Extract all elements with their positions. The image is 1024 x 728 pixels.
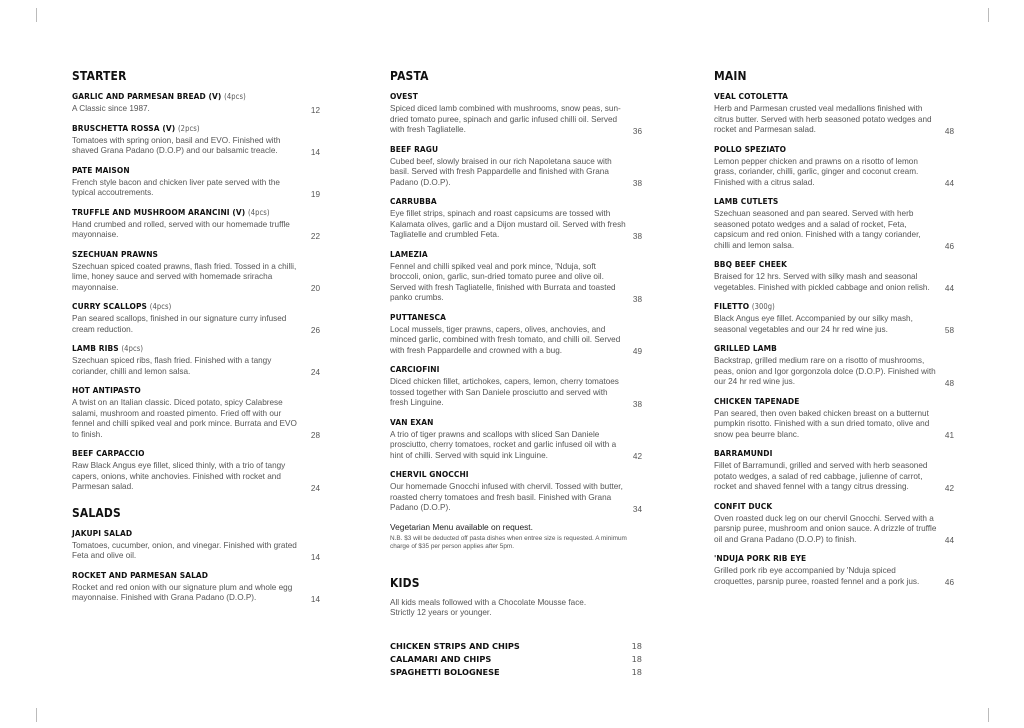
dish-price: 34	[632, 504, 642, 514]
dish-title: BEEF CARPACCIO	[72, 448, 145, 458]
dish-body	[72, 398, 320, 440]
dish-name	[390, 144, 642, 154]
dish-body	[714, 314, 954, 335]
dish-description: Our homemade Gnocchi infused with chervil. Tossed with butter, roasted cherry tomatoes and fresh basil. Finished with Grana Padano (D.O.P).	[390, 482, 623, 512]
dish-price: 28	[310, 431, 320, 440]
menu-item	[72, 301, 320, 335]
dish-title: POLLO SPEZIATO	[714, 143, 787, 154]
dish-description: Local mussels, tiger prawns, capers, olives, anchovies, and minced garlic, combined with fresh tomato, and chilli oil. Served with fresh Pappardelle and crowned with a bug.	[390, 324, 621, 355]
dish-body	[714, 409, 954, 441]
kids-heading: KIDS	[390, 574, 420, 590]
dish-title: GRILLED LAMB	[714, 343, 777, 353]
dish-price: 38	[632, 399, 642, 409]
dish-price: 22	[310, 231, 320, 241]
dish-title: LAMB RIBS	[72, 343, 119, 353]
menu-item	[714, 301, 954, 335]
dish-title: CARRUBBA	[390, 196, 437, 206]
menu-item	[714, 396, 954, 441]
dish-price: 49	[632, 347, 642, 356]
dish-price: 48	[944, 378, 954, 388]
dish-description: French style bacon and chicken liver pate served with the typical accoutrements.	[72, 177, 280, 197]
menu-item	[72, 207, 320, 241]
kids-dish-name: CALAMARI AND CHIPS	[390, 653, 492, 664]
dish-title: CHICKEN TAPENADE	[714, 395, 800, 406]
menu-item	[72, 385, 320, 440]
menu-item	[72, 123, 320, 157]
dish-price: 46	[944, 242, 954, 251]
dish-body	[72, 262, 320, 294]
dish-body	[714, 272, 954, 293]
dish-price: 26	[310, 326, 320, 335]
dish-title: VEAL COTOLETTA	[714, 91, 789, 101]
dish-description: Backstrap, grilled medium rare on a risotto of mushrooms, peas, onion and Igor gorgonzola dolce (D.O.P). Finished with our 24 hr red wine jus.	[714, 356, 936, 386]
dish-description: Oven roasted duck leg on our chervil Gnocchi. Served with a parsnip puree, mushroom and onion sauce. A drizzle of truffle oil and Grana Padano (D.O.P) to finish.	[714, 513, 937, 544]
dish-body	[714, 356, 954, 388]
dish-title: SZECHUAN PRAWNS	[72, 248, 159, 259]
dish-body	[72, 583, 320, 604]
dish-title: 'NDUJA PORK RIB EYE	[714, 553, 807, 563]
dish-title: FILETTO	[714, 301, 750, 311]
dish-description: Braised for 12 hrs. Served with silky mash and seasonal vegetables. Finished with pickled cabbage and onion relish.	[714, 272, 930, 292]
menu-item	[72, 570, 320, 604]
dish-portion: (4pcs)	[149, 302, 172, 311]
dish-name	[72, 165, 320, 175]
dish-body	[72, 220, 320, 241]
dish-title: JAKUPI SALAD	[72, 527, 133, 538]
dish-description: Pan seared scallops, finished in our signature curry infused cream reduction.	[72, 314, 287, 334]
dish-body	[390, 262, 642, 304]
dish-name	[390, 196, 642, 206]
dish-description: Herb and Parmesan crusted veal medallions finished with citrus butter. Served with herb seasoned potato wedges and rocket and Parmesan salad.	[714, 104, 932, 134]
menu-item	[714, 553, 954, 587]
dish-name	[714, 501, 954, 511]
dish-body	[390, 157, 642, 189]
dish-price: 36	[632, 126, 642, 136]
dish-description: Cubed beef, slowly braised in our rich Napoletana sauce with basil. Served with fresh Pappardelle and finished with Grana Padano (D.O.P).	[390, 156, 612, 187]
dish-body	[390, 325, 642, 357]
salads-heading: SALADS	[72, 504, 121, 520]
dish-body	[72, 314, 320, 335]
dish-portion: (300g)	[751, 302, 775, 311]
dish-body	[714, 461, 954, 493]
dish-price: 38	[632, 231, 642, 241]
dish-name	[390, 91, 642, 101]
column-middle	[390, 68, 642, 680]
dish-price: 20	[310, 284, 320, 293]
dish-description: Pan seared, then oven baked chicken breast on a butternut pumpkin risotto. Finished with a sun dried tomato, olive and snow pea beurre blanc.	[714, 408, 930, 439]
dish-name	[714, 196, 954, 206]
menu-item	[72, 528, 320, 562]
dish-title: CURRY SCALLOPS	[72, 301, 148, 311]
dish-name	[72, 91, 320, 101]
crop-mark	[36, 8, 37, 22]
dish-title: TRUFFLE AND MUSHROOM ARANCINI (V)	[72, 206, 246, 217]
dish-description: Black Angus eye fillet. Accompanied by our silky mash, seasonal vegetables and our 24 hr red wine jus.	[714, 314, 913, 334]
pasta-list	[390, 91, 642, 514]
salads-list	[72, 528, 320, 604]
pasta-footnote: N.B. $3 will be deducted off pasta dishes when entree size is requested. A minimum charge of $35 per person applies after 5pm.	[390, 534, 627, 550]
dish-portion: (2pcs)	[177, 123, 200, 133]
kids-dish-price: 18	[631, 653, 642, 664]
kids-dish-name: SPAGHETTI BOLOGNESE	[390, 666, 500, 677]
crop-mark	[36, 708, 37, 722]
menu-item	[714, 448, 954, 493]
menu-item	[72, 91, 320, 115]
crop-mark	[988, 8, 989, 22]
dish-name	[714, 396, 954, 406]
menu-item	[390, 91, 642, 136]
dish-title: CHERVIL GNOCCHI	[390, 469, 469, 479]
kids-item	[390, 641, 642, 651]
dish-price: 24	[310, 368, 320, 377]
column-right	[714, 68, 954, 595]
dish-title: BBQ BEEF CHEEK	[714, 259, 788, 269]
dish-name	[390, 417, 642, 427]
crop-mark	[988, 708, 989, 722]
kids-item	[390, 654, 642, 664]
menu-item	[390, 469, 642, 514]
dish-body	[72, 178, 320, 199]
dish-price: 42	[944, 483, 954, 493]
dish-name	[72, 249, 320, 259]
dish-name	[72, 528, 320, 538]
dish-body	[390, 377, 642, 409]
dish-name	[714, 301, 954, 311]
dish-name	[714, 259, 954, 269]
dish-title: PUTTANESCA	[390, 311, 447, 322]
menu-item	[714, 144, 954, 189]
menu-item	[714, 501, 954, 546]
dish-description: Tomatoes with spring onion, basil and EVO. Finished with shaved Grana Padano (D.O.P) and our balsamic treacle.	[72, 135, 281, 155]
dish-description: A Classic since 1987.	[72, 104, 150, 113]
menu-item	[72, 249, 320, 294]
kids-description: All kids meals followed with a Chocolate Mousse face. Strictly 12 years or younger.	[390, 597, 587, 617]
dish-price: 12	[310, 105, 320, 115]
dish-name	[714, 144, 954, 154]
dish-description: Fillet of Barramundi, grilled and served with herb seasoned potato wedges, a salad of red cabbage, julienne of carrot, rocket and shaved fennel with a tangy citrus dressing.	[714, 461, 928, 491]
dish-body	[390, 430, 642, 462]
dish-description: Fennel and chilli spiked veal and pork mince, 'Nduja, soft broccoli, onion, garlic, sun-dried tomato puree and olive oil. Served with fresh Tagliatelle, finished with Burrata and toasted panko crumbs.	[390, 261, 616, 302]
kids-list	[390, 641, 642, 677]
dish-title: BARRAMUNDI	[714, 448, 773, 458]
dish-title: CARCIOFINI	[390, 364, 440, 374]
dish-body	[72, 104, 320, 115]
dish-body	[714, 514, 954, 546]
dish-description: Grilled pork rib eye accompanied by 'Nduja spiced croquettes, parsnip puree, roasted fennel and a pork jus.	[714, 566, 920, 586]
kids-dish-price: 18	[631, 640, 642, 651]
dish-title: BEEF RAGU	[390, 143, 439, 154]
dish-title: LAMB CUTLETS	[714, 196, 779, 206]
dish-name	[72, 570, 320, 580]
dish-title: CONFIT DUCK	[714, 500, 773, 511]
dish-description: Raw Black Angus eye fillet, sliced thinly, with a trio of tangy capers, onions, white anchovies. Finished with rocket and Parmesan salad.	[72, 461, 286, 491]
dish-title: OVEST	[390, 91, 418, 101]
dish-description: Tomatoes, cucumber, onion, and vinegar. Finished with grated Feta and olive oil.	[72, 540, 297, 560]
menu-item	[390, 144, 642, 189]
dish-name	[390, 249, 642, 259]
dish-body	[72, 136, 320, 157]
dish-body	[714, 566, 954, 587]
kids-dish-name: CHICKEN STRIPS AND CHIPS	[390, 640, 520, 651]
dish-title: GARLIC AND PARMESAN BREAD (V)	[72, 91, 222, 101]
vegetarian-notice: Vegetarian Menu available on request.	[390, 521, 533, 532]
dish-description: A twist on an Italian classic. Diced potato, spicy Calabrese salami, mushroom and roasted pimento. Fried off with our fennel and chilli spiked veal and pork mince. Burrata and EVO to finish.	[72, 398, 297, 439]
dish-price: 38	[632, 294, 642, 304]
dish-description: Szechuan spiced coated prawns, flash fried. Tossed in a chilli, lime, honey sauce and served with homemade sriracha mayonnaise.	[72, 261, 297, 292]
dish-body	[714, 209, 954, 251]
dish-name	[72, 385, 320, 395]
menu-item	[390, 249, 642, 304]
dish-body	[72, 356, 320, 377]
dish-body	[390, 209, 642, 241]
dish-name	[390, 312, 642, 322]
menu-item	[714, 196, 954, 251]
dish-price: 44	[944, 179, 954, 188]
dish-name	[714, 343, 954, 353]
dish-title: PATE MAISON	[72, 164, 130, 175]
pasta-heading: PASTA	[390, 68, 429, 83]
dish-body	[390, 104, 642, 136]
menu-item	[72, 343, 320, 377]
dish-price: 14	[310, 147, 320, 157]
dish-title: ROCKET AND PARMESAN SALAD	[72, 569, 209, 580]
dish-description: Szechuan seasoned and pan seared. Served with herb seasoned potato wedges and a salad of rocket, Feta, capsicum and red onion. Finished with a tangy coriander, chilli and lemon salsa.	[714, 209, 921, 250]
dish-name	[72, 123, 320, 133]
starter-list	[72, 91, 320, 493]
dish-name	[390, 364, 642, 374]
dish-name	[714, 448, 954, 458]
dish-body	[72, 541, 320, 562]
kids-item	[390, 667, 642, 677]
dish-name	[72, 343, 320, 353]
dish-description: Diced chicken fillet, artichokes, capers, lemon, cherry tomatoes tossed together with San Daniele prosciutto and served with fresh Linguine.	[390, 377, 619, 407]
menu-item	[714, 91, 954, 136]
dish-name	[714, 553, 954, 563]
dish-price: 44	[944, 536, 954, 545]
dish-description: Spiced diced lamb combined with mushrooms, snow peas, sun-dried tomato puree, spinach and garlic infused chilli oil. Served with fresh Tagliatelle.	[390, 104, 621, 134]
dish-description: Hand crumbed and rolled, served with our homemade truffle mayonnaise.	[72, 219, 290, 239]
dish-body	[390, 482, 642, 514]
dish-name	[72, 301, 320, 311]
dish-body	[714, 104, 954, 136]
menu-item	[72, 165, 320, 199]
dish-price: 14	[310, 594, 320, 604]
dish-description: Eye fillet strips, spinach and roast capsicums are tossed with Kalamata olives, garlic and a Dijon mustard oil. Served with fresh Tagliatelle and crumbled Feta.	[390, 209, 626, 239]
dish-title: VAN EXAN	[390, 416, 434, 427]
menu-item	[390, 312, 642, 357]
dish-body	[714, 157, 954, 189]
kids-dish-price: 18	[631, 666, 642, 677]
dish-portion: (4pcs)	[247, 207, 270, 217]
dish-body	[72, 461, 320, 493]
dish-price: 24	[310, 483, 320, 493]
dish-price: 14	[310, 552, 320, 562]
dish-portion: (4pcs)	[224, 92, 246, 101]
dish-name	[72, 448, 320, 458]
dish-price: 38	[632, 179, 642, 188]
dish-price: 48	[944, 126, 954, 136]
dish-name	[390, 469, 642, 479]
dish-description: Rocket and red onion with our signature plum and whole egg mayonnaise. Finished with Grana Padano (D.O.P).	[72, 582, 293, 602]
main-heading: MAIN	[714, 68, 747, 83]
dish-description: A trio of tiger prawns and scallops with sliced San Daniele prosciutto, cherry tomatoes, rocket and garlic infused oil with a hint of chilli. Served with squid ink Linguine.	[390, 429, 617, 460]
column-left	[72, 68, 320, 612]
menu-item	[390, 196, 642, 241]
menu-item	[390, 417, 642, 462]
starter-heading: STARTER	[72, 68, 127, 83]
dish-name	[72, 207, 320, 217]
dish-description: Szechuan spiced ribs, flash fried. Finished with a tangy coriander, chilli and lemon salsa.	[72, 356, 272, 376]
dish-price: 42	[632, 452, 642, 461]
dish-price: 41	[944, 431, 954, 440]
dish-name	[714, 91, 954, 101]
dish-price: 44	[944, 284, 954, 293]
dish-title: LAMEZIA	[390, 248, 428, 259]
dish-description: Lemon pepper chicken and prawns on a risotto of lemon grass, coriander, chilli, garlic, ginger and coconut cream. Finished with a citrus salad.	[714, 156, 919, 187]
dish-price: 46	[944, 578, 954, 587]
dish-portion: (4pcs)	[121, 344, 144, 353]
dish-price: 58	[944, 326, 954, 335]
menu-item	[72, 448, 320, 493]
menu-item	[714, 259, 954, 293]
dish-title: HOT ANTIPASTO	[72, 385, 141, 395]
menu-item	[390, 364, 642, 409]
menu-item	[714, 343, 954, 388]
dish-price: 19	[310, 189, 320, 199]
main-list	[714, 91, 954, 587]
dish-title: BRUSCHETTA ROSSA (V)	[72, 122, 176, 133]
